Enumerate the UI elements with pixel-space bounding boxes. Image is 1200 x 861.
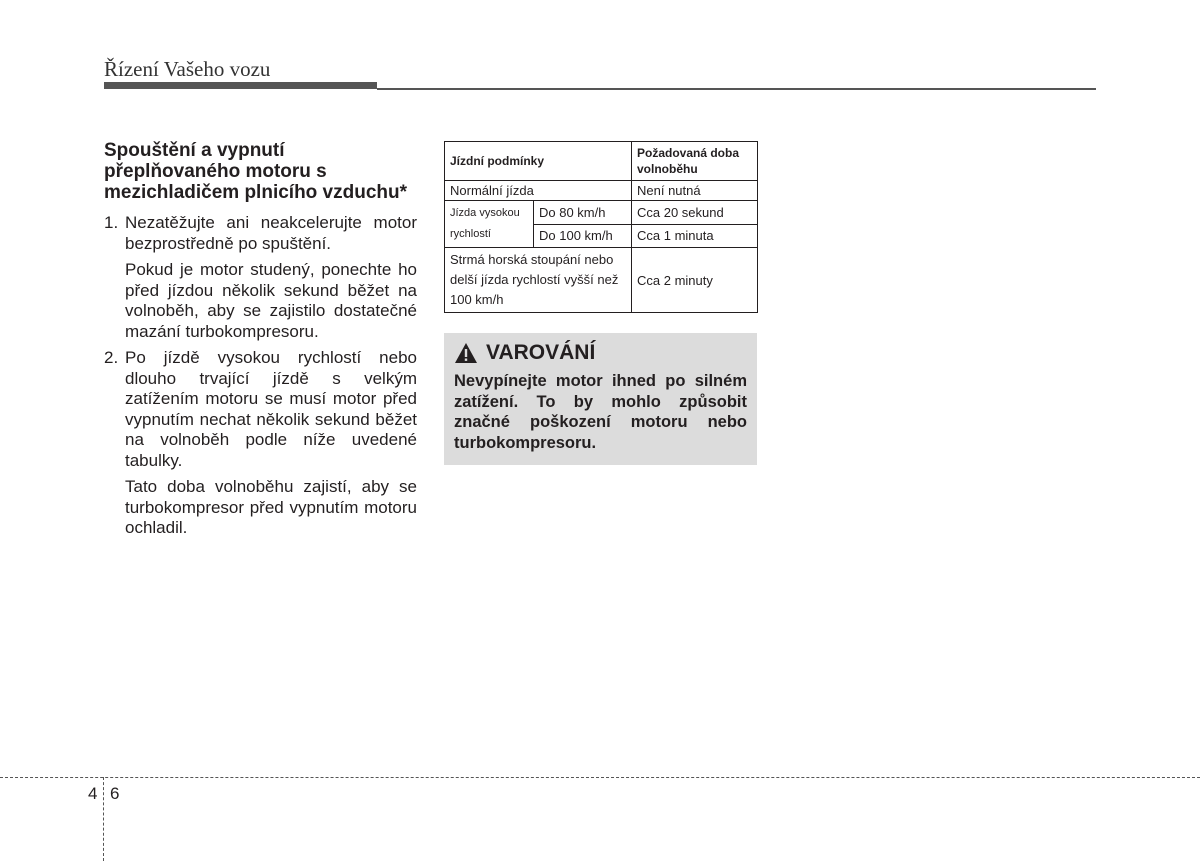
table-cell: Jízda vysokou rychlostí bbox=[445, 201, 534, 248]
step-paragraph: Pokud je motor studený, ponechte ho před jízdou několik sekund běžet na volnoběh, aby se zajistilo dostatečné mazání turbokompresoru. bbox=[125, 260, 417, 341]
section-title: Spouštění a vypnutí přeplňovaného motoru s mezichladičem plnicího vzduchu* bbox=[104, 140, 408, 203]
warning-box bbox=[444, 333, 757, 465]
table-header-row bbox=[445, 142, 758, 181]
step-paragraph: Tato doba volnoběhu zajistí, aby se turbokompresor před vypnutím motoru ochladil. bbox=[125, 477, 417, 537]
warning-title: VAROVÁNÍ bbox=[486, 341, 596, 364]
table-header-time: Požadovaná doba volnoběhu bbox=[632, 142, 758, 181]
step-number: 2. bbox=[104, 348, 119, 367]
table-cell: Cca 2 minuty bbox=[632, 248, 758, 313]
warning-heading bbox=[454, 341, 747, 365]
step-text: Po jízdě vysokou rychlostí nebo dlouho trvající jízdě s velkým zatížením motoru se musí motor před vypnutím nechat několik sekund běžet na volnoběh podle níže uvedené tabulky. bbox=[125, 348, 417, 470]
warning-triangle-icon bbox=[454, 342, 478, 364]
table-row bbox=[445, 201, 758, 225]
table-header-condition: Jízdní podmínky bbox=[445, 142, 632, 181]
table-row bbox=[445, 181, 758, 201]
table-cell: Do 80 km/h bbox=[534, 201, 632, 225]
header-rule-thick bbox=[104, 82, 377, 89]
page-number: 6 bbox=[110, 784, 120, 803]
table-cell: Strmá horská stoupání nebo delší jízda rychlostí vyšší než 100 km/h bbox=[445, 248, 632, 313]
idle-time-table bbox=[444, 141, 758, 313]
table-cell: Normální jízda bbox=[445, 181, 632, 201]
step-2 bbox=[104, 348, 417, 471]
table-cell: Cca 20 sekund bbox=[632, 201, 758, 225]
main-text-column bbox=[104, 140, 417, 539]
table-cell: Cca 1 minuta bbox=[632, 224, 758, 248]
step-text: Nezatěžujte ani neakcelerujte motor bezprostředně po spuštění. bbox=[125, 213, 417, 253]
footer-dashed-rule bbox=[0, 777, 1200, 778]
table-row bbox=[445, 248, 758, 313]
footer-vertical-rule bbox=[103, 777, 104, 861]
step-1 bbox=[104, 213, 417, 254]
header-rule-thin bbox=[377, 88, 1096, 90]
running-header: Řízení Vašeho vozu bbox=[104, 57, 271, 81]
table-cell: Do 100 km/h bbox=[534, 224, 632, 248]
warning-text: Nevypínejte motor ihned po silném zatížení. To by mohlo způsobit značné poškození motoru nebo turbokompresoru. bbox=[454, 372, 747, 452]
chapter-number: 4 bbox=[88, 784, 98, 803]
table-cell: Není nutná bbox=[632, 181, 758, 201]
step-number: 1. bbox=[104, 213, 119, 232]
